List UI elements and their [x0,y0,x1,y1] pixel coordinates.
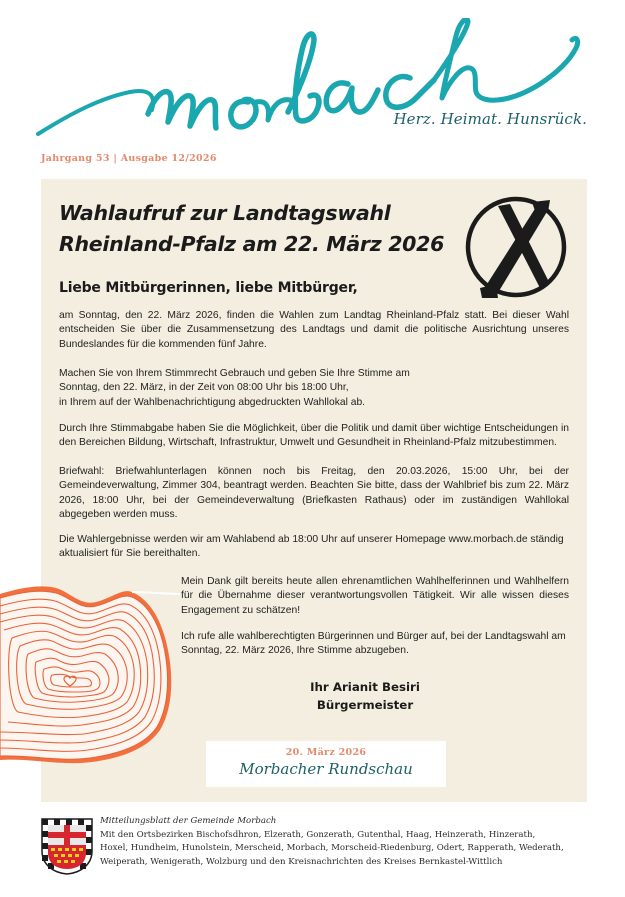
vote-time-line-2: Sonntag, den 22. März, in der Zeit von 08:00 Uhr bis 18:00 Uhr, [59,382,349,394]
date-box [206,741,446,787]
issue-meta: Jahrgang 53 | Ausgabe 12/2026 [41,153,217,164]
paragraph-vote-time [59,367,569,410]
title-line-2: Rheinland-Pfalz am 22. März 2026 [59,232,445,256]
publication-name: Morbacher Rundschau [239,760,413,778]
paragraph-intro: am Sonntag, den 22. März 2026, finden die Wahlen zum Landtag Rheinland-Pfalz statt. Bei dieser Wahl entscheiden Sie über die Zusammensetzung des Landtags und damit die politische Ausrichtung unseres Bundeslandes für die kommenden fünf Jahre. [59,310,569,350]
signature [300,678,430,714]
tagline: Herz. Heimat. Hunsrück. [393,110,587,128]
greeting: Liebe Mitbürgerinnen, liebe Mitbürger, [59,280,358,296]
title-line-1: Wahlaufruf zur Landtagswahl [59,201,391,225]
footer-text [100,815,600,869]
paragraph-participation: Durch Ihre Stimmabgabe haben Sie die Möglichkeit, über die Politik und damit über wichtige Entscheidungen in den Bereichen Bildung, Wirtschaft, Infrastruktur, Umwelt und Gesundheit in Rheinland-Pfalz mitzubestimmen. [59,423,569,449]
vote-time-line-3: in Ihrem auf der Wahlbenachrichtigung abgedruckten Wahllokal ab. [59,396,366,408]
footer-title: Mitteilungsblatt der Gemeinde Morbach [100,816,277,826]
vote-time-line-1: Machen Sie von Ihrem Stimmrecht Gebrauch und geben Sie Ihre Stimme am [59,368,410,379]
signature-name: Ihr Arianit Besiri [310,680,420,694]
paragraph-thanks: Mein Dank gilt bereits heute allen ehrenamtlichen Wahlhelferinnen und Wahlhelfern für die Übernahme dieser verantwortungsvollen Tätigkeit. Wir alle wissen dieses Engagement zu schätzen! [181,576,569,616]
paragraph-appeal: Ich rufe alle wahlberechtigten Bürgerinnen und Bürger auf, bei der Landtagswahl am Sonntag, 22. März 2026, Ihre Stimme abzugeben. [181,631,566,657]
issue-date: 20. März 2026 [285,747,367,758]
paragraph-postal-vote: Briefwahl: Briefwahlunterlagen können noch bis Freitag, den 20.03.2026, 15:00 Uhr, bei der Gemeindeverwaltung, Zimmer 304, beantragt werden. Beachten Sie bitte, dass der Wahlbrief bis zum 22. März 2026, 18:00 Uhr, bei der Gemeindeverwaltung (Briefkasten Rathaus) oder im zuständigen Wahllokal abgegeben werden muss. [59,466,569,520]
footer-line-1: Mit den Ortsbezirken Bischofsdhron, Elzerath, Gonzerath, Gutenthal, Haag, Heinzerath, Hinzerath, [100,829,536,840]
ballot-x-icon [462,192,572,302]
footer-line-3: Weiperath, Wenigerath, Wolzburg und den Kreisnachrichten des Kreises Bernkastel-Wittlich [100,856,503,867]
tree-rings-heart-icon [0,580,180,770]
paragraph-results: Die Wahlergebnisse werden wir am Wahlabend ab 18:00 Uhr auf unserer Homepage www.morbach.de ständig aktualisiert für Sie bereithalten. [59,534,564,560]
coat-of-arms-icon [40,817,94,875]
article-title [59,198,459,260]
footer-line-2: Hoxel, Hundheim, Hunolstein, Merscheid, Morbach, Morscheid-Riedenburg, Odert, Rapperath, Wederath, [100,843,564,853]
signature-role: Bürgermeister [316,698,414,712]
